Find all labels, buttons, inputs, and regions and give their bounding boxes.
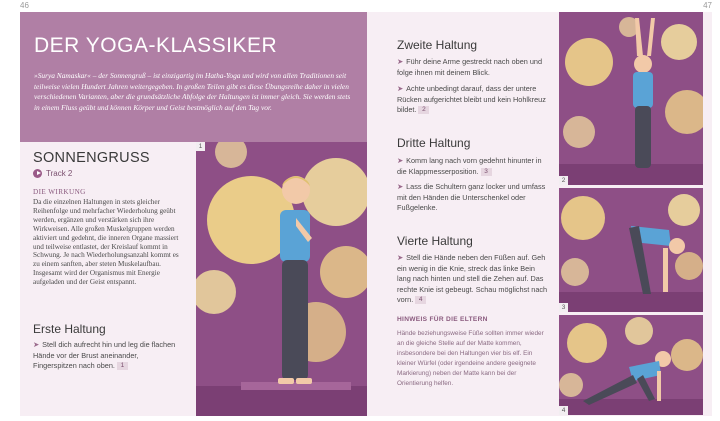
vierte-haltung-title: Vierte Haltung: [397, 234, 473, 248]
photo-3: [559, 188, 703, 312]
arrow-icon: ➤: [33, 340, 40, 349]
photo-4-number: 4: [559, 406, 568, 415]
arrow-icon: ➤: [397, 57, 404, 66]
photo-1-number: 1: [196, 142, 205, 151]
photo-ref: 2: [418, 106, 429, 114]
arrow-icon: ➤: [397, 253, 404, 262]
wirkung-label: DIE WIRKUNG: [33, 188, 86, 196]
arrow-icon: ➤: [397, 182, 404, 191]
photo-4: [559, 315, 703, 415]
vierte-step: ➤ Stell die Hände neben den Füßen auf. Geh ein wenig in die Knie, streck das linke Bein lang nach hinten und stell die Zehen auf. Das rechte Knie ist gebeugt. Schau möglichst nach vorn. 4: [397, 253, 548, 305]
photo-ref: 1: [117, 362, 128, 370]
photo-3-number: 3: [559, 303, 568, 312]
tip-title: HINWEIS FÜR DIE ELTERN: [397, 316, 488, 323]
zweite-step-1: ➤ Führ deine Arme gestreckt nach oben und folge ihnen mit deinem Blick.: [397, 57, 543, 77]
erste-step: ➤ Stell dich aufrecht hin und leg die flachen Hände vor der Brust aneinander, Fingerspitzen nach oben. 1: [33, 340, 176, 371]
page-number-right: 47: [703, 1, 712, 10]
page-title: DER YOGA-KLASSIKER: [34, 34, 278, 57]
track-label: Track 2: [46, 169, 73, 178]
photo-ref: 4: [415, 296, 426, 304]
page-number-left: 46: [20, 1, 29, 10]
dritte-step-1: ➤ Komm lang nach vorn gedehnt hinunter in die Klappmesserposition. 3: [397, 156, 542, 176]
arrow-icon: ➤: [397, 156, 404, 165]
play-icon[interactable]: [33, 169, 42, 178]
photo-2-number: 2: [559, 176, 568, 185]
audio-track[interactable]: [33, 169, 72, 178]
dritte-step-2: ➤ Lass die Schultern ganz locker und umfass mit den Händen die Unterschenkel oder Fußgelenke.: [397, 182, 546, 213]
arrow-icon: ➤: [397, 84, 404, 93]
wirkung-text: Da die einzelnen Haltungen in stets gleicher Reihenfolge und mehrfacher Wiederholung geübt werden, ergänzen und verstärken sich ihre Wirkweisen. Alle großen Muskelgruppen werden aktiviert und gedehnt, die inneren Organe massiert und teilweise entlastet, der Kreislauf kommt in Schwung. Je nach Wiederholungsanzahl kommt es zu einem sanften, aber steten Muskelaufbau. Insgesamt wird der Organismus mit Energie aufgeladen und der Geist entspannt.: [33, 198, 179, 287]
photo-2: [559, 12, 703, 185]
photo-ref: 3: [481, 168, 492, 176]
zweite-step-2: ➤ Achte unbedingt darauf, dass der untere Rücken aufgerichtet bleibt und kein Hohlkreuz bildet. 2: [397, 84, 546, 115]
photo-1: [196, 142, 367, 416]
zweite-haltung-title: Zweite Haltung: [397, 38, 478, 52]
intro-text: »Surya Namaskar« – der Sonnengruß – ist einzigartig im Hatha-Yoga und wird von allen Traditionen seit teilweise vielen Hundert Jahren weitergegeben. In großen Teilen gibt es diese Übungsreihe daher in vielen verschiedenen Varianten, aber die grundsätzliche Abfolge der Haltungen ist immer gleich. Sie werden stets in einem Fluss geübt und können Körper und Geist bestmöglich auf den Tag vor.: [34, 71, 351, 112]
erste-haltung-title: Erste Haltung: [33, 322, 106, 336]
section-title: SONNENGRUSS: [33, 150, 150, 166]
dritte-haltung-title: Dritte Haltung: [397, 136, 471, 150]
intro-header: [20, 12, 367, 142]
tip-text: Hände beziehungsweise Füße sollten immer wieder an die gleiche Stelle auf der Matte kommen, insbesondere bei den Haltungen vier bis elf. Ein kleiner Würfel (oder irgendeine andere geeignete Markierung) neben der Matte kann bei der Orientierung helfen.: [397, 330, 544, 387]
